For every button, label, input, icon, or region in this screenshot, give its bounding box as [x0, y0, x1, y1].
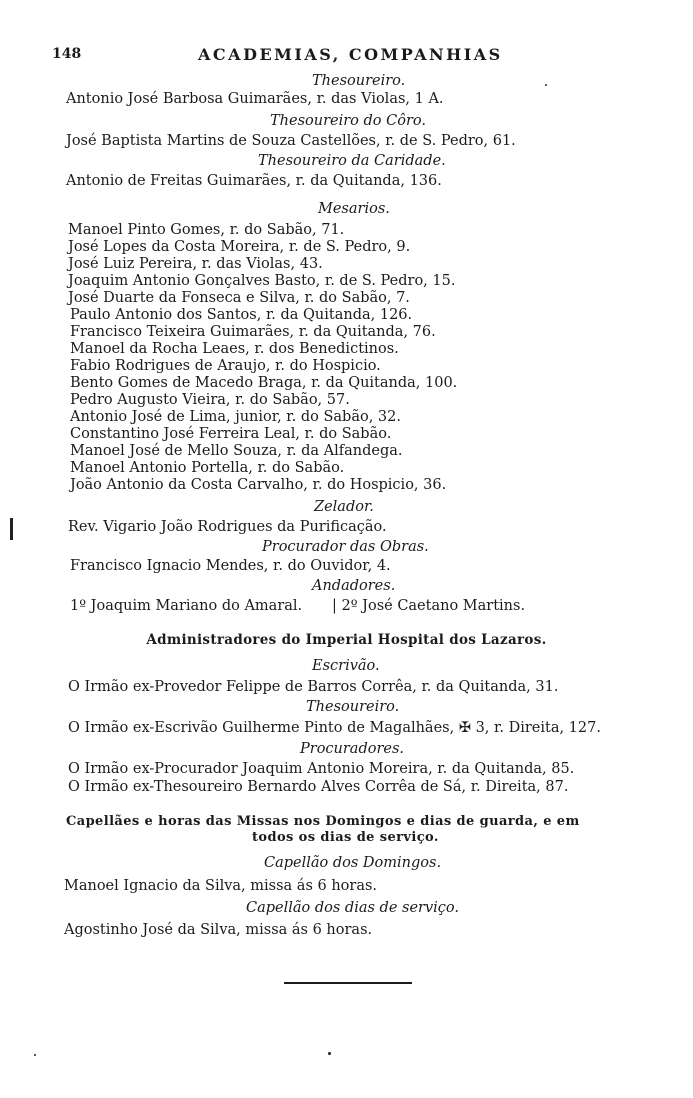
section-title-zelador: Zelador.	[314, 499, 374, 515]
list-item: Antonio José de Lima, junior, r. do Sabão, 32.	[70, 409, 401, 425]
entry-zelador: Rev. Vigario João Rodrigues da Purificação.	[68, 519, 387, 535]
capellaes-heading-line2: todos os dias de serviço.	[252, 830, 439, 845]
list-item: Constantino José Ferreira Leal, r. do Sabão.	[70, 426, 392, 442]
entry-capellao-servico: Agostinho José da Silva, missa ás 6 horas.	[64, 922, 373, 938]
mesarios-list	[0, 222, 693, 494]
list-item: O Irmão ex-Procurador Joaquim Antonio Moreira, r. da Quitanda, 85.	[68, 761, 575, 777]
closing-rule	[284, 982, 412, 984]
section-title-andadores: Andadores.	[312, 578, 396, 594]
list-item: Manoel Antonio Portella, r. do Sabão.	[70, 460, 345, 476]
list-item: Joaquim Antonio Gonçalves Basto, r. de S. Pedro, 15.	[68, 273, 456, 289]
list-item: José Luiz Pereira, r. das Violas, 43.	[68, 256, 323, 272]
section-title-escrivao: Escrivão.	[312, 658, 380, 674]
section-title-mesarios: Mesarios.	[318, 201, 390, 217]
section-title-capellao-servico: Capellão dos dias de serviço.	[246, 900, 459, 916]
list-item: Manoel da Rocha Leaes, r. dos Benedictinos.	[70, 341, 399, 357]
entry-escrivao: O Irmão ex-Provedor Felippe de Barros Corrêa, r. da Quitanda, 31.	[68, 679, 559, 695]
andador-2: | 2º José Caetano Martins.	[332, 598, 526, 614]
paper-speck	[34, 1054, 36, 1056]
list-item: João Antonio da Costa Carvalho, r. do Hospicio, 36.	[70, 477, 447, 493]
section-title-procurador-obras: Procurador das Obras.	[262, 539, 429, 555]
section-title-capellao-domingos: Capellão dos Domingos.	[264, 855, 442, 871]
list-item: O Irmão ex-Thesoureiro Bernardo Alves Corrêa de Sá, r. Direita, 87.	[68, 779, 569, 795]
section-title-procuradores: Procuradores.	[300, 741, 405, 757]
list-item: Francisco Teixeira Guimarães, r. da Quitanda, 76.	[70, 324, 436, 340]
running-title: ACADEMIAS, COMPANHIAS	[198, 45, 503, 64]
section-title-tesoureiro-caridade: Thesoureiro da Caridade.	[258, 153, 446, 169]
entry-admin-tesoureiro: O Irmão ex-Escrivão Guilherme Pinto de Magalhães, ✠ 3, r. Direita, 127.	[68, 720, 601, 736]
section-title-admin-tesoureiro: Thesoureiro.	[306, 699, 400, 715]
page-header	[52, 46, 652, 68]
entry-tesoureiro-caridade: Antonio de Freitas Guimarães, r. da Quitanda, 136.	[66, 173, 442, 189]
entry-capellao-domingos: Manoel Ignacio da Silva, missa ás 6 horas.	[64, 878, 378, 894]
paper-speck	[545, 84, 547, 86]
page-number: 148	[52, 46, 82, 62]
entry-procurador-obras: Francisco Ignacio Mendes, r. do Ouvidor, 4.	[70, 558, 391, 574]
list-item: Pedro Augusto Vieira, r. do Sabão, 57.	[70, 392, 350, 408]
list-item: Manoel Pinto Gomes, r. do Sabão, 71.	[68, 222, 345, 238]
andadores-row	[0, 597, 693, 617]
entry-tesoureiro-coro: José Baptista Martins de Souza Castellões, r. de S. Pedro, 61.	[66, 133, 516, 149]
list-item: José Duarte da Fonseca e Silva, r. do Sabão, 7.	[68, 290, 410, 306]
paper-speck	[328, 1052, 331, 1055]
list-item: Paulo Antonio dos Santos, r. da Quitanda, 126.	[70, 307, 413, 323]
andador-1: 1º Joaquim Mariano do Amaral.	[70, 598, 303, 614]
page-content	[0, 72, 693, 938]
entry-tesoureiro: Antonio José Barbosa Guimarães, r. das Violas, 1 A.	[66, 91, 444, 107]
list-item: José Lopes da Costa Moreira, r. de S. Pedro, 9.	[68, 239, 411, 255]
section-title-tesoureiro: Thesoureiro.	[312, 73, 406, 89]
list-item: Bento Gomes de Macedo Braga, r. da Quitanda, 100.	[70, 375, 458, 391]
capellaes-heading-line1: Capellães e horas das Missas nos Domingos e dias de guarda, e em	[66, 814, 580, 829]
list-item: Fabio Rodrigues de Araujo, r. do Hospicio.	[70, 358, 381, 374]
admin-heading: Administradores do Imperial Hospital dos Lazaros.	[146, 632, 547, 648]
list-item: Manoel José de Mello Souza, r. da Alfandega.	[70, 443, 403, 459]
section-title-tesoureiro-coro: Thesoureiro do Côro.	[270, 113, 426, 129]
